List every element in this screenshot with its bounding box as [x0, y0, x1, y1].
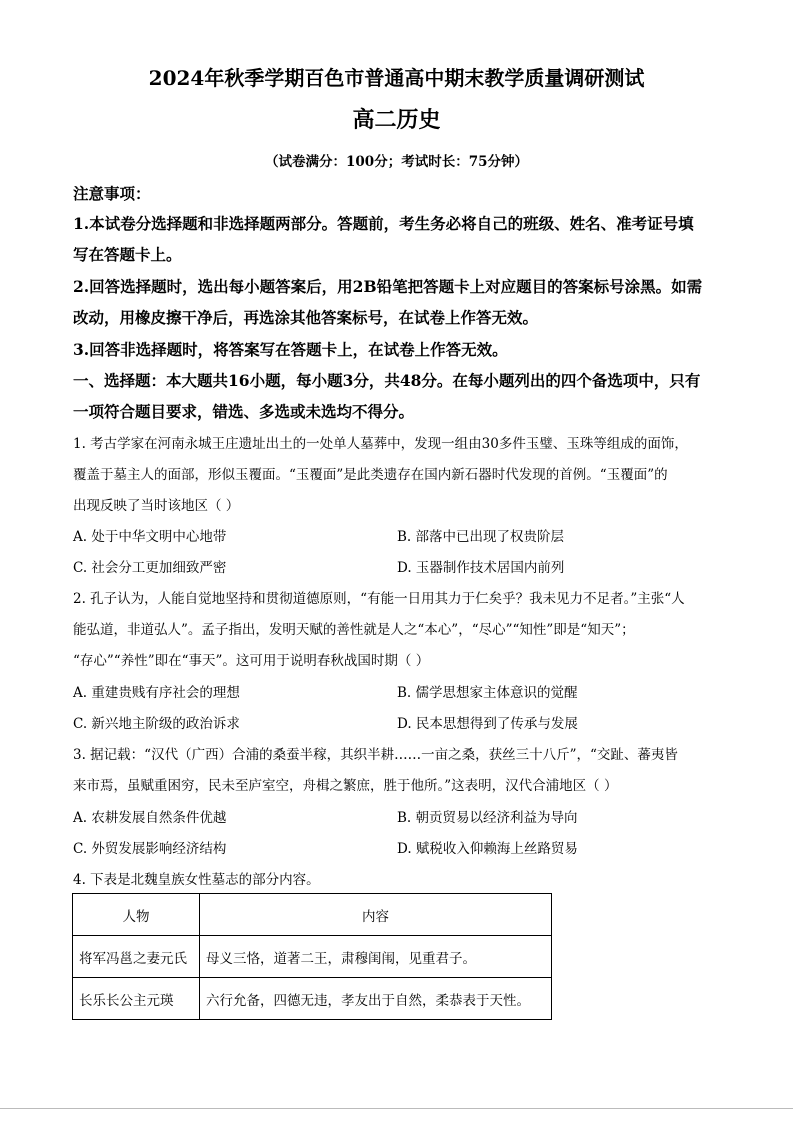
table-cell: 将军冯邕之妻元氏 — [73, 936, 200, 978]
question-3-option-c[interactable]: C. 外贸发展影响经济结构 — [73, 841, 227, 857]
question-2-option-b[interactable]: B. 儒学思想家主体意识的觉醒 — [397, 685, 578, 701]
table-header-row — [73, 894, 552, 936]
question-1-option-b[interactable]: B. 部落中已出现了权贵阶层 — [397, 529, 565, 545]
question-3-text: 3. 据记载：“汉代（广西）合浦的桑蚕半稼，其织半耕……一亩之桑，获丝三十八斤”，“交趾、蕃夷皆 — [73, 747, 678, 763]
question-3-option-d[interactable]: D. 赋税收入仰赖海上丝路贸易 — [397, 841, 578, 857]
question-1-option-c[interactable]: C. 社会分工更加细致严密 — [73, 560, 227, 576]
question-1-text: 出现反映了当时该地区（ ） — [73, 498, 240, 514]
notes-line: 1.本试卷分选择题和非选择题两部分。答题前，考生务必将自己的班级、姓名、准考证号填 — [73, 214, 694, 233]
notes-line: 写在答题卡上。 — [73, 245, 182, 264]
question-2-option-d[interactable]: D. 民本思想得到了传承与发展 — [397, 716, 578, 732]
table-row — [73, 978, 552, 1020]
question-1-text: 覆盖于墓主人的面部，形似玉覆面。“玉覆面”是此类遗存在国内新石器时代发现的首例。“玉覆面”的 — [73, 467, 668, 483]
question-2-option-a[interactable]: A. 重建贵贱有序社会的理想 — [73, 685, 240, 701]
table-row — [73, 936, 552, 978]
question-1-option-a[interactable]: A. 处于中华文明中心地带 — [73, 529, 227, 545]
table-header-cell: 人物 — [73, 894, 200, 936]
question-2-text: 能弘道，非道弘人”。孟子指出，发明天赋的善性就是人之“本心”，“尽心”“知性”即是“知天”； — [73, 622, 635, 638]
question-3-option-a[interactable]: A. 农耕发展自然条件优越 — [73, 810, 227, 826]
question-2-text: 2. 孔子认为，人能自觉地坚持和贯彻道德原则，“有能一日用其力于仁矣乎？我未见力不足者。”主张“人 — [73, 591, 685, 607]
question-1-option-d[interactable]: D. 玉器制作技术居国内前列 — [397, 560, 565, 576]
notes-line: 2.回答选择题时，选出每小题答案后，用2B铅笔把答题卡上对应题目的答案标号涂黑。如需 — [73, 277, 703, 296]
exam-title: 2024年秋季学期百色市普通高中期末教学质量调研测试 — [148, 66, 645, 90]
section-instructions: 一项符合题目要求，错选、多选或未选均不得分。 — [73, 402, 415, 421]
notes-line: 3.回答非选择题时，将答案写在答题卡上，在试卷上作答无效。 — [73, 340, 508, 359]
table-cell: 长乐长公主元瑛 — [73, 978, 200, 1020]
epitaph-table — [72, 893, 552, 1020]
section-instructions: 一、选择题：本大题共16小题，每小题3分，共48分。在每小题列出的四个备选项中，只有 — [73, 371, 701, 390]
subject-title: 高二历史 — [352, 107, 441, 133]
notes-heading: 注意事项： — [73, 184, 151, 203]
exam-info: （试卷满分：100分；考试时长：75分钟） — [265, 154, 528, 170]
notes-line: 改动，用橡皮擦干净后，再选涂其他答案标号，在试卷上作答无效。 — [73, 308, 539, 327]
question-3-text: 来市焉，虽赋重困穷，民未至庐室空，舟楫之繁庶，胜于他所。”这表明，汉代合浦地区（ ） — [73, 778, 618, 794]
question-3-option-b[interactable]: B. 朝贡贸易以经济利益为导向 — [397, 810, 578, 826]
question-2-text: “存心”“养性”即在“事天”。这可用于说明春秋战国时期（ ） — [73, 653, 430, 669]
table-header-cell: 内容 — [200, 894, 552, 936]
page-bottom-divider — [0, 1108, 793, 1109]
table-cell: 母义三恪，道著二王，肃穆闺闱，见重君子。 — [200, 936, 552, 978]
question-1-text: 1. 考古学家在河南永城王庄遗址出土的一处单人墓葬中，发现一组由30多件玉璧、玉珠等组成的面饰， — [73, 436, 688, 452]
question-4-text: 4. 下表是北魏皇族女性墓志的部分内容。 — [73, 872, 320, 888]
question-2-option-c[interactable]: C. 新兴地主阶级的政治诉求 — [73, 716, 240, 732]
table-cell: 六行允备，四德无违，孝友出于自然，柔恭表于天性。 — [200, 978, 552, 1020]
